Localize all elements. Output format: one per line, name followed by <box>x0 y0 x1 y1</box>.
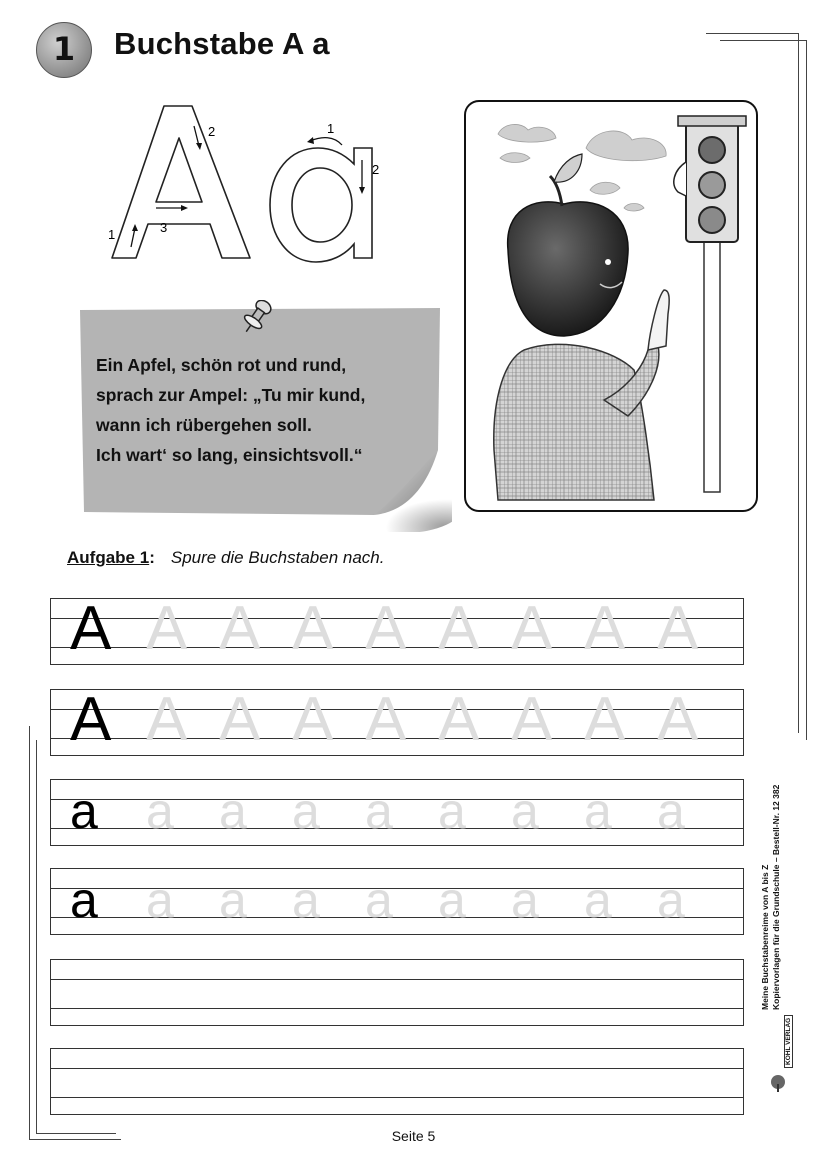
stroke-number: 2 <box>208 124 216 139</box>
trace-letter: a <box>511 783 539 839</box>
writing-row <box>50 868 744 935</box>
poem-line: Ein Apfel, schön rot und rund, <box>96 355 347 375</box>
trace-letter: A <box>146 685 188 754</box>
trace-letter: a <box>584 872 612 928</box>
trace-letter: a <box>365 872 393 928</box>
side-imprint-line: Kopiervorlagen für die Grundschule – Bestell-Nr. 12 382 <box>771 784 781 1010</box>
corner-rule-top-inner <box>720 40 806 41</box>
apple-traffic-light-illustration <box>464 100 758 512</box>
model-letter: A <box>70 685 112 754</box>
poem-line: Ich wart‘ so lang, einsichtsvoll.“ <box>96 445 363 465</box>
poem <box>96 350 365 470</box>
writing-row <box>50 594 744 665</box>
trace-letter: A <box>219 594 261 663</box>
task-text: Spure die Buchstaben nach. <box>170 548 385 567</box>
trace-letter: A <box>438 685 480 754</box>
task-label: Aufgabe 1 <box>67 548 150 567</box>
corner-rule-top <box>706 33 798 34</box>
poem-line: wann ich rübergehen soll. <box>96 415 312 435</box>
side-imprint <box>760 710 782 1010</box>
task-instruction <box>67 548 384 568</box>
trace-letter: a <box>657 783 685 839</box>
trace-letter: A <box>657 685 699 754</box>
trace-letter: A <box>219 685 261 754</box>
outlined-letters <box>104 100 384 270</box>
stroke-number: 1 <box>327 121 335 136</box>
model-letter: a <box>70 872 98 928</box>
trace-letter: a <box>438 783 466 839</box>
letter-writing-guide <box>104 100 384 275</box>
stroke-number: 3 <box>160 220 168 235</box>
trace-letter: A <box>365 594 407 663</box>
trace-letter: a <box>292 872 320 928</box>
trace-letter: A <box>146 594 188 663</box>
trace-letter: a <box>657 872 685 928</box>
model-letter: a <box>70 783 98 839</box>
task-colon: : <box>149 548 155 567</box>
trace-letter: A <box>584 594 626 663</box>
corner-rule-left-inner <box>36 740 37 1134</box>
trace-letter: A <box>584 685 626 754</box>
trace-letter: A <box>365 685 407 754</box>
trace-letter: A <box>657 594 699 663</box>
trace-letter: a <box>219 872 247 928</box>
side-imprint-line: Meine Buchstabenreime von A bis Z <box>760 864 770 1010</box>
trace-letter: a <box>146 872 174 928</box>
page-number: Seite 5 <box>391 1128 436 1144</box>
corner-rule-right <box>798 33 799 733</box>
trace-letter: a <box>292 783 320 839</box>
poem-line: sprach zur Ampel: „Tu mir kund, <box>96 385 366 405</box>
corner-rule-right-inner <box>806 40 807 740</box>
trace-letter: a <box>365 783 393 839</box>
trace-letter: a <box>511 872 539 928</box>
stroke-number: 2 <box>372 162 380 177</box>
trace-letter: a <box>584 783 612 839</box>
writing-row <box>50 779 744 846</box>
trace-letter: a <box>438 872 466 928</box>
section-number: 1 <box>52 30 76 68</box>
trace-letter: A <box>511 594 553 663</box>
writing-row <box>50 685 744 756</box>
trace-letter: a <box>219 783 247 839</box>
trace-letter: A <box>438 594 480 663</box>
trace-letter: A <box>511 685 553 754</box>
page-title: Buchstabe A a <box>114 26 330 61</box>
trace-letter: a <box>146 783 174 839</box>
writing-row <box>50 959 744 1026</box>
section-number-badge <box>36 22 92 78</box>
trace-letter: A <box>292 685 334 754</box>
publisher-logo-text: KOHL VERLAG <box>784 1015 793 1068</box>
writing-row <box>50 1048 744 1115</box>
trace-letter: A <box>292 594 334 663</box>
corner-rule-left <box>29 726 30 1140</box>
model-letter: A <box>70 594 112 663</box>
stroke-number: 1 <box>108 227 116 242</box>
